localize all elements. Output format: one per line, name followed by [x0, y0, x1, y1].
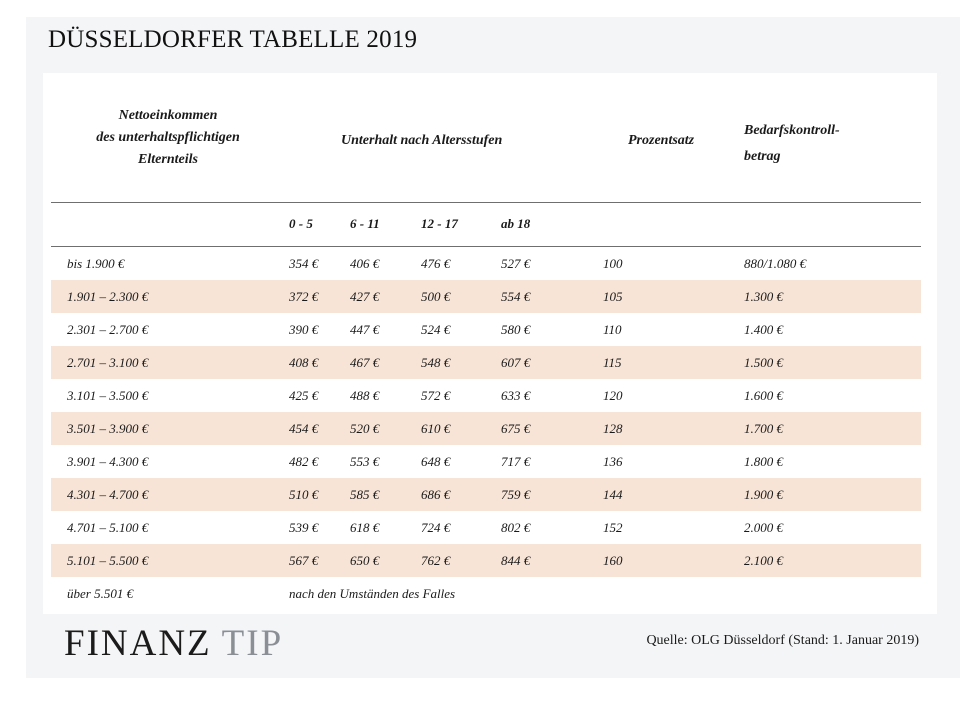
cell-age-0-5: 354 € [289, 255, 319, 271]
cell-einkommen: 3.901 – 4.300 € [67, 453, 149, 469]
cell-age-6-11: 520 € [350, 420, 380, 436]
page-title: DÜSSELDORFER TABELLE 2019 [48, 26, 418, 53]
header-divider [51, 202, 921, 203]
age-group-header: 0 - 5 [289, 216, 313, 231]
table-body [51, 247, 921, 610]
table-row [51, 478, 921, 511]
cell-note: nach den Umständen des Falles [289, 585, 456, 601]
table-row [51, 247, 921, 280]
cell-age-18: 633 € [501, 387, 531, 403]
cell-einkommen: 3.101 – 3.500 € [67, 387, 149, 403]
cell-einkommen: 3.501 – 3.900 € [67, 420, 149, 436]
table-row [51, 445, 921, 478]
cell-age-12-17: 500 € [421, 288, 451, 304]
cell-bedarf: 880/1.080 € [744, 255, 807, 271]
cell-prozentsatz: 115 [603, 354, 622, 370]
table-row [51, 412, 921, 445]
cell-age-18: 717 € [501, 453, 531, 469]
cell-age-0-5: 482 € [289, 453, 319, 469]
cell-bedarf: 1.800 € [744, 453, 783, 469]
age-group-header: 12 - 17 [421, 216, 458, 231]
cell-bedarf: 1.700 € [744, 420, 783, 436]
cell-einkommen: 5.101 – 5.500 € [67, 552, 149, 568]
cell-bedarf: 2.100 € [744, 552, 783, 568]
cell-age-6-11: 406 € [350, 255, 380, 271]
header-bedarf-line1: Bedarfskontroll- [744, 123, 840, 138]
cell-age-12-17: 762 € [421, 552, 451, 568]
table-card [43, 73, 937, 614]
age-group-header: ab 18 [501, 216, 531, 231]
cell-age-0-5: 567 € [289, 552, 319, 568]
cell-age-12-17: 724 € [421, 519, 451, 535]
cell-age-0-5: 372 € [289, 288, 319, 304]
cell-einkommen: 2.701 – 3.100 € [67, 354, 149, 370]
cell-einkommen: 4.701 – 5.100 € [67, 519, 149, 535]
header-prozentsatz: Prozentsatz [628, 133, 695, 148]
cell-age-6-11: 585 € [350, 486, 380, 502]
cell-prozentsatz: 105 [603, 288, 623, 304]
cell-age-0-5: 408 € [289, 354, 319, 370]
cell-bedarf: 1.600 € [744, 387, 783, 403]
cell-age-0-5: 454 € [289, 420, 319, 436]
cell-age-18: 802 € [501, 519, 531, 535]
cell-bedarf: 1.900 € [744, 486, 783, 502]
cell-age-18: 675 € [501, 420, 531, 436]
header-bedarf-line2: betrag [744, 149, 781, 164]
cell-prozentsatz: 100 [603, 255, 623, 271]
header-nettoeinkommen-line2: des unterhaltspflichtigen [96, 130, 240, 145]
cell-age-18: 759 € [501, 486, 531, 502]
cell-einkommen: bis 1.900 € [67, 255, 125, 271]
cell-age-18: 554 € [501, 288, 531, 304]
cell-prozentsatz: 160 [603, 552, 623, 568]
cell-age-6-11: 488 € [350, 387, 380, 403]
cell-age-18: 580 € [501, 321, 531, 337]
cell-bedarf: 1.300 € [744, 288, 783, 304]
table-row [51, 280, 921, 313]
finanztip-logo [64, 622, 283, 665]
cell-prozentsatz: 128 [603, 420, 623, 436]
cell-einkommen: 4.301 – 4.700 € [67, 486, 149, 502]
table-row [51, 313, 921, 346]
header-unterhalt: Unterhalt nach Altersstufen [341, 133, 503, 148]
source-note: Quelle: OLG Düsseldorf (Stand: 1. Januar 2019) [646, 633, 919, 648]
cell-age-12-17: 610 € [421, 420, 451, 436]
cell-age-18: 527 € [501, 255, 531, 271]
cell-bedarf: 1.500 € [744, 354, 783, 370]
cell-einkommen: 2.301 – 2.700 € [67, 321, 149, 337]
cell-prozentsatz: 120 [603, 387, 623, 403]
cell-bedarf: 1.400 € [744, 321, 783, 337]
age-group-header: 6 - 11 [350, 216, 380, 231]
header-bedarfskontrollbetrag [744, 118, 894, 170]
cell-bedarf: 2.000 € [744, 519, 783, 535]
cell-age-6-11: 618 € [350, 519, 380, 535]
table-row [51, 346, 921, 379]
header-nettoeinkommen-line1: Nettoeinkommen [118, 108, 218, 123]
cell-age-0-5: 539 € [289, 519, 319, 535]
logo-text-finanz: FINANZ [64, 623, 212, 664]
cell-age-6-11: 427 € [350, 288, 380, 304]
cell-age-18: 844 € [501, 552, 531, 568]
cell-age-12-17: 686 € [421, 486, 451, 502]
table-row [51, 379, 921, 412]
table-row [51, 511, 921, 544]
cell-age-0-5: 510 € [289, 486, 319, 502]
cell-age-6-11: 467 € [350, 354, 380, 370]
cell-age-6-11: 447 € [350, 321, 380, 337]
cell-prozentsatz: 110 [603, 321, 622, 337]
logo-text-tip: TIP [221, 623, 284, 664]
cell-prozentsatz: 152 [603, 519, 623, 535]
cell-age-6-11: 553 € [350, 453, 380, 469]
cell-age-0-5: 390 € [289, 321, 319, 337]
cell-prozentsatz: 144 [603, 486, 623, 502]
cell-age-12-17: 524 € [421, 321, 451, 337]
header-nettoeinkommen [68, 105, 268, 171]
table-row [51, 544, 921, 577]
cell-age-12-17: 648 € [421, 453, 451, 469]
cell-prozentsatz: 136 [603, 453, 623, 469]
cell-einkommen: 1.901 – 2.300 € [67, 288, 149, 304]
cell-age-12-17: 572 € [421, 387, 451, 403]
cell-age-12-17: 476 € [421, 255, 451, 271]
cell-age-0-5: 425 € [289, 387, 319, 403]
table-row-last [51, 577, 921, 610]
cell-einkommen: über 5.501 € [67, 585, 134, 601]
cell-age-18: 607 € [501, 354, 531, 370]
cell-age-12-17: 548 € [421, 354, 451, 370]
cell-age-6-11: 650 € [350, 552, 380, 568]
header-nettoeinkommen-line3: Elternteils [138, 152, 198, 167]
